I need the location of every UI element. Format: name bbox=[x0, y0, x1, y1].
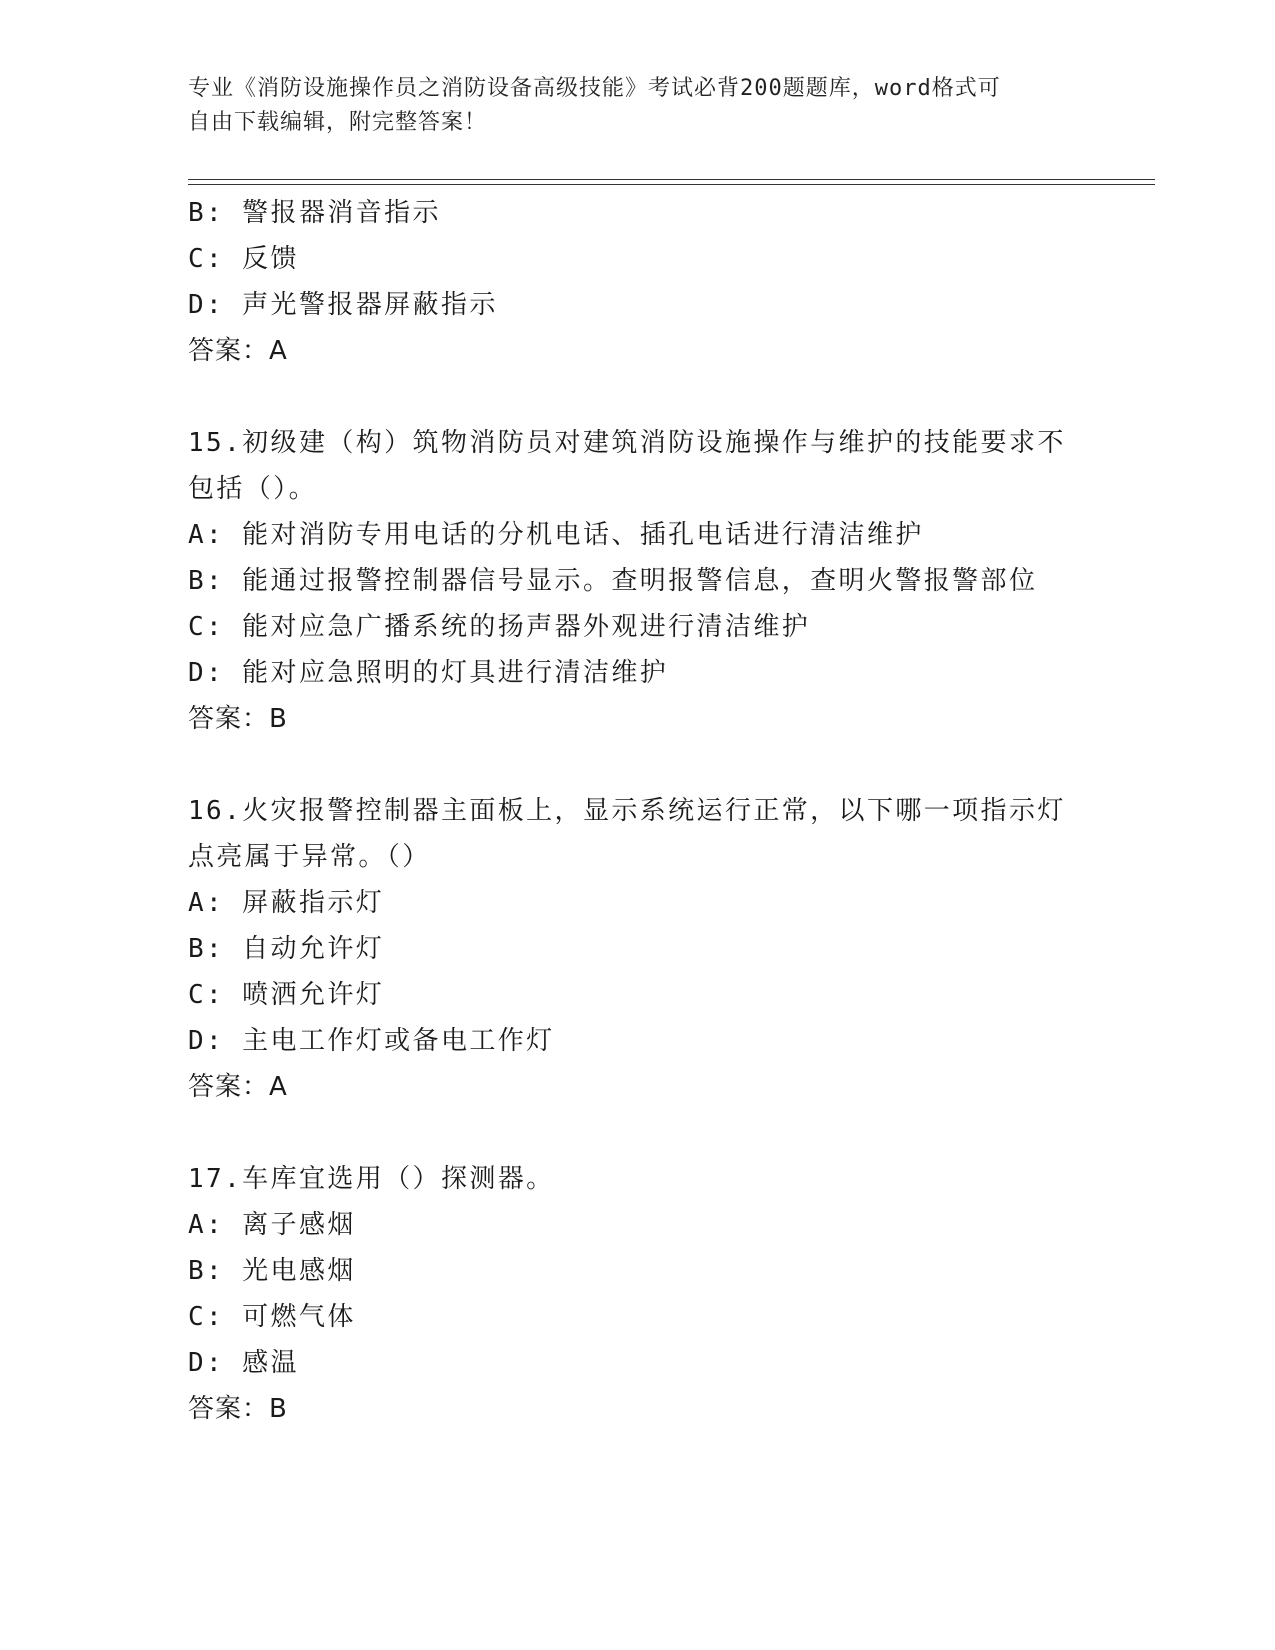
spacer bbox=[188, 374, 1088, 420]
option-c: C: 可燃气体 bbox=[188, 1302, 356, 1332]
question-16 bbox=[188, 788, 1088, 1110]
option-d: D: 主电工作灯或备电工作灯 bbox=[188, 1026, 555, 1056]
page-header bbox=[188, 72, 1088, 140]
header-line-1: 专业《消防设施操作员之消防设备高级技能》考试必背200题题库，word格式可 bbox=[188, 76, 1001, 101]
option-b: B: 自动允许灯 bbox=[188, 934, 385, 964]
answer-line: 答案：A bbox=[188, 336, 288, 366]
option-c: C: 能对应急广播系统的扬声器外观进行清洁维护 bbox=[188, 612, 811, 642]
option-b: B: 警报器消音指示 bbox=[188, 198, 441, 228]
answer-line: 答案：B bbox=[188, 1394, 288, 1424]
option-b: B: 光电感烟 bbox=[188, 1256, 356, 1286]
question-text-line-1: 17.车库宜选用（）探测器。 bbox=[188, 1164, 555, 1194]
question-15 bbox=[188, 420, 1088, 742]
spacer bbox=[188, 1110, 1088, 1156]
option-d: D: 感温 bbox=[188, 1348, 299, 1378]
document-content bbox=[188, 190, 1088, 1432]
question-text-line-2: 点亮属于异常。（） bbox=[188, 842, 431, 872]
answer-line: 答案：A bbox=[188, 1072, 288, 1102]
option-c: C: 喷洒允许灯 bbox=[188, 980, 385, 1010]
spacer bbox=[188, 742, 1088, 788]
header-line-2: 自由下载编辑，附完整答案！ bbox=[188, 110, 488, 135]
question-17 bbox=[188, 1156, 1088, 1432]
option-a: A: 能对消防专用电话的分机电话、插孔电话进行清洁维护 bbox=[188, 520, 924, 550]
option-b: B: 能通过报警控制器信号显示。查明报警信息，查明火警报警部位 bbox=[188, 566, 1038, 596]
question-text-line-1: 16.火灾报警控制器主面板上，显示系统运行正常，以下哪一项指示灯 bbox=[188, 796, 1066, 826]
header-rule-top bbox=[188, 179, 1155, 180]
answer-line: 答案：B bbox=[188, 704, 288, 734]
header-rule-bottom bbox=[188, 184, 1155, 185]
option-c: C: 反馈 bbox=[188, 244, 299, 274]
option-a: A: 离子感烟 bbox=[188, 1210, 356, 1240]
question-text-line-2: 包括（）。 bbox=[188, 474, 318, 504]
option-d: D: 能对应急照明的灯具进行清洁维护 bbox=[188, 658, 669, 688]
question-text-line-1: 15.初级建（构）筑物消防员对建筑消防设施操作与维护的技能要求不 bbox=[188, 428, 1066, 458]
question-14-continued bbox=[188, 190, 1088, 374]
option-a: A: 屏蔽指示灯 bbox=[188, 888, 385, 918]
option-d: D: 声光警报器屏蔽指示 bbox=[188, 290, 498, 320]
